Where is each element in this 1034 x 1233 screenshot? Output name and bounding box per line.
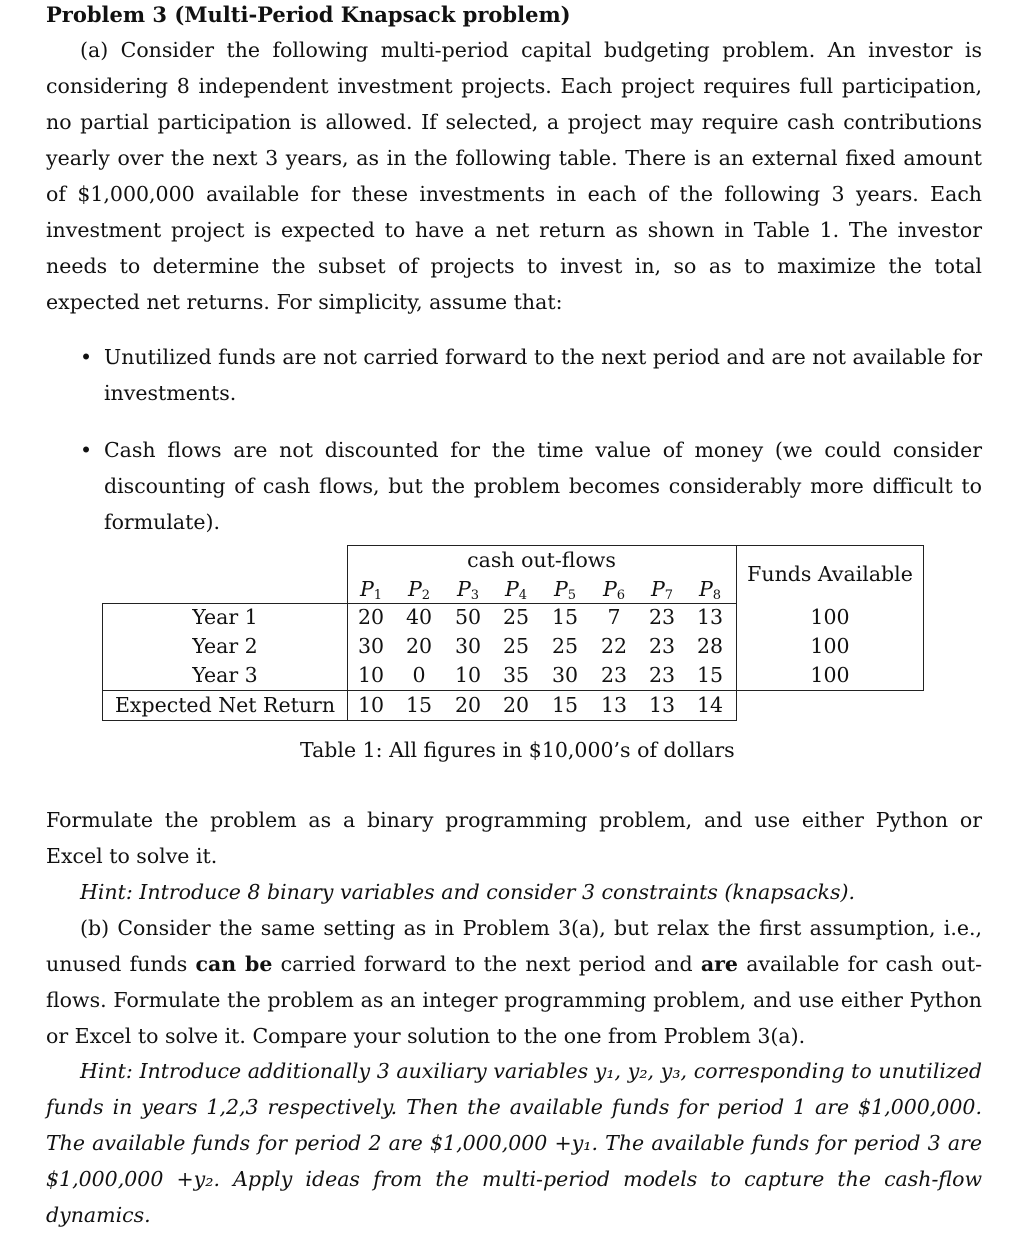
project-letter: P	[553, 577, 568, 601]
project-letter: P	[650, 577, 665, 601]
part-b-bold-2: are	[700, 952, 738, 976]
table-cell: 25	[502, 605, 530, 629]
table-line	[102, 690, 924, 691]
table-cell: 20	[454, 693, 482, 717]
table-cell: 30	[454, 634, 482, 658]
project-letter: P	[504, 577, 519, 601]
table-cell: 50	[454, 605, 482, 629]
table-cell: 23	[648, 634, 676, 658]
project-header-7	[639, 575, 685, 604]
table-line	[102, 603, 737, 604]
project-letter: P	[407, 577, 422, 601]
table-cell: 25	[551, 634, 579, 658]
table-cell: 23	[648, 605, 676, 629]
table-cell: 35	[502, 663, 530, 687]
table-cell: 13	[696, 605, 724, 629]
project-subscript: 5	[567, 588, 577, 603]
table-cell: 10	[357, 693, 385, 717]
table-line	[923, 545, 924, 691]
table-cell: 10	[357, 663, 385, 687]
project-subscript: 8	[712, 588, 722, 603]
table-cell: 22	[600, 634, 628, 658]
part-b-hint: Hint: Introduce additionally 3 auxiliary variables y₁, y₂, y₃, corresponding to unutilized funds in years 1,2,3 respectively. Then the available funds for period 1 are $1,000,000. The available funds for period 2 are $1,000,000 +y₁. The available funds for period 3 are $1,000,000 +y₂. Apply ideas from the multi-period models to capture the cash-flow dynamics.	[46, 1059, 982, 1227]
project-header-3	[445, 575, 491, 604]
table-cell: 20	[357, 605, 385, 629]
part-a-intro: (a) Consider the following multi-period capital budgeting problem. An investor is considering 8 independent investment projects. Each project requires full participation, no partial participation is allowed. If selected, a project may require cash contributions yearly over the next 3 years, as in the following table. There is an external fixed amount of $1,000,000 available for these investments in each of the following 3 years. Each investment project is expected to have a net return as shown in Table 1. The investor needs to determine the subset of projects to invest in, so as to maximize the total expected net returns. For simplicity, assume that:	[46, 38, 982, 314]
part-b-text	[46, 910, 982, 1054]
table-cell: 40	[405, 605, 433, 629]
project-header-1	[348, 575, 394, 604]
project-subscript: 6	[616, 588, 626, 603]
table-cell: 30	[357, 634, 385, 658]
table-line	[102, 603, 103, 721]
project-subscript: 3	[470, 588, 480, 603]
project-subscript: 1	[373, 588, 383, 603]
project-letter: P	[602, 577, 617, 601]
row-label: Year 2	[192, 634, 258, 658]
table-cell: 14	[696, 693, 724, 717]
funds-available-cell: 100	[810, 663, 850, 687]
table-cell: 20	[502, 693, 530, 717]
row-label: Year 3	[192, 663, 258, 687]
project-subscript: 2	[421, 588, 431, 603]
project-letter: P	[456, 577, 471, 601]
cash-outflows-header: cash out-flows	[467, 548, 616, 572]
project-subscript: 4	[518, 588, 528, 603]
project-header-2	[396, 575, 442, 604]
table-cell: 7	[607, 605, 621, 629]
problem-heading: Problem 3 (Multi-Period Knapsack problem)	[46, 2, 571, 27]
table-cell: 28	[696, 634, 724, 658]
part-b-text-1: (b) Consider the same setting as in Problem 3(a), but relax the first assumption, i.e., unused funds	[46, 916, 982, 976]
bullet-text-1: Unutilized funds are not carried forward to the next period and are not available for investments.	[104, 345, 982, 405]
table-line	[347, 545, 924, 546]
bullet-text-2: Cash flows are not discounted for the time value of money (we could consider discounting of cash flows, but the problem becomes considerably more difficult to formulate).	[104, 438, 982, 534]
row-label: Year 1	[192, 605, 258, 629]
bullet-dot: •	[80, 345, 93, 369]
project-header-6	[591, 575, 637, 604]
funds-available-header: Funds Available	[747, 562, 913, 586]
table-cell: 13	[600, 693, 628, 717]
funds-available-cell: 100	[810, 634, 850, 658]
part-b-bold-1: can be	[195, 952, 273, 976]
table-cell: 25	[502, 634, 530, 658]
part-a-formulate: Formulate the problem as a binary programming problem, and use either Python or Excel to solve it.	[46, 808, 982, 868]
funds-available-cell: 100	[810, 605, 850, 629]
table-cell: 30	[551, 663, 579, 687]
bullet-dot: •	[80, 438, 93, 462]
part-a-hint: Hint: Introduce 8 binary variables and consider 3 constraints (knapsacks).	[80, 880, 856, 904]
part-b-text-3: available for cash out-flows. Formulate the problem as an integer programming problem, and use either Python or Excel to solve it. Compare your solution to the one from Problem 3(a).	[46, 952, 982, 1048]
table-cell: 13	[648, 693, 676, 717]
table-caption: Table 1: All figures in $10,000’s of dollars	[300, 738, 735, 762]
project-header-4	[493, 575, 539, 604]
table-cell: 15	[405, 693, 433, 717]
bullet-item-1	[80, 339, 982, 411]
project-header-5	[542, 575, 588, 604]
part-b-text-2: carried forward to the next period and	[272, 952, 701, 976]
table-cell: 23	[648, 663, 676, 687]
table-cell: 10	[454, 663, 482, 687]
table-cell: 20	[405, 634, 433, 658]
project-letter: P	[359, 577, 374, 601]
table-line	[736, 545, 737, 721]
table-cell: 15	[551, 693, 579, 717]
project-subscript: 7	[664, 588, 674, 603]
table-line	[347, 545, 348, 721]
table-cell: 23	[600, 663, 628, 687]
table-cell: 15	[696, 663, 724, 687]
table-cell: 0	[412, 663, 426, 687]
project-header-8	[687, 575, 733, 604]
row-label: Expected Net Return	[114, 693, 336, 717]
table-line	[102, 720, 737, 721]
table-cell: 15	[551, 605, 579, 629]
project-letter: P	[698, 577, 713, 601]
bullet-item-2	[80, 432, 982, 540]
